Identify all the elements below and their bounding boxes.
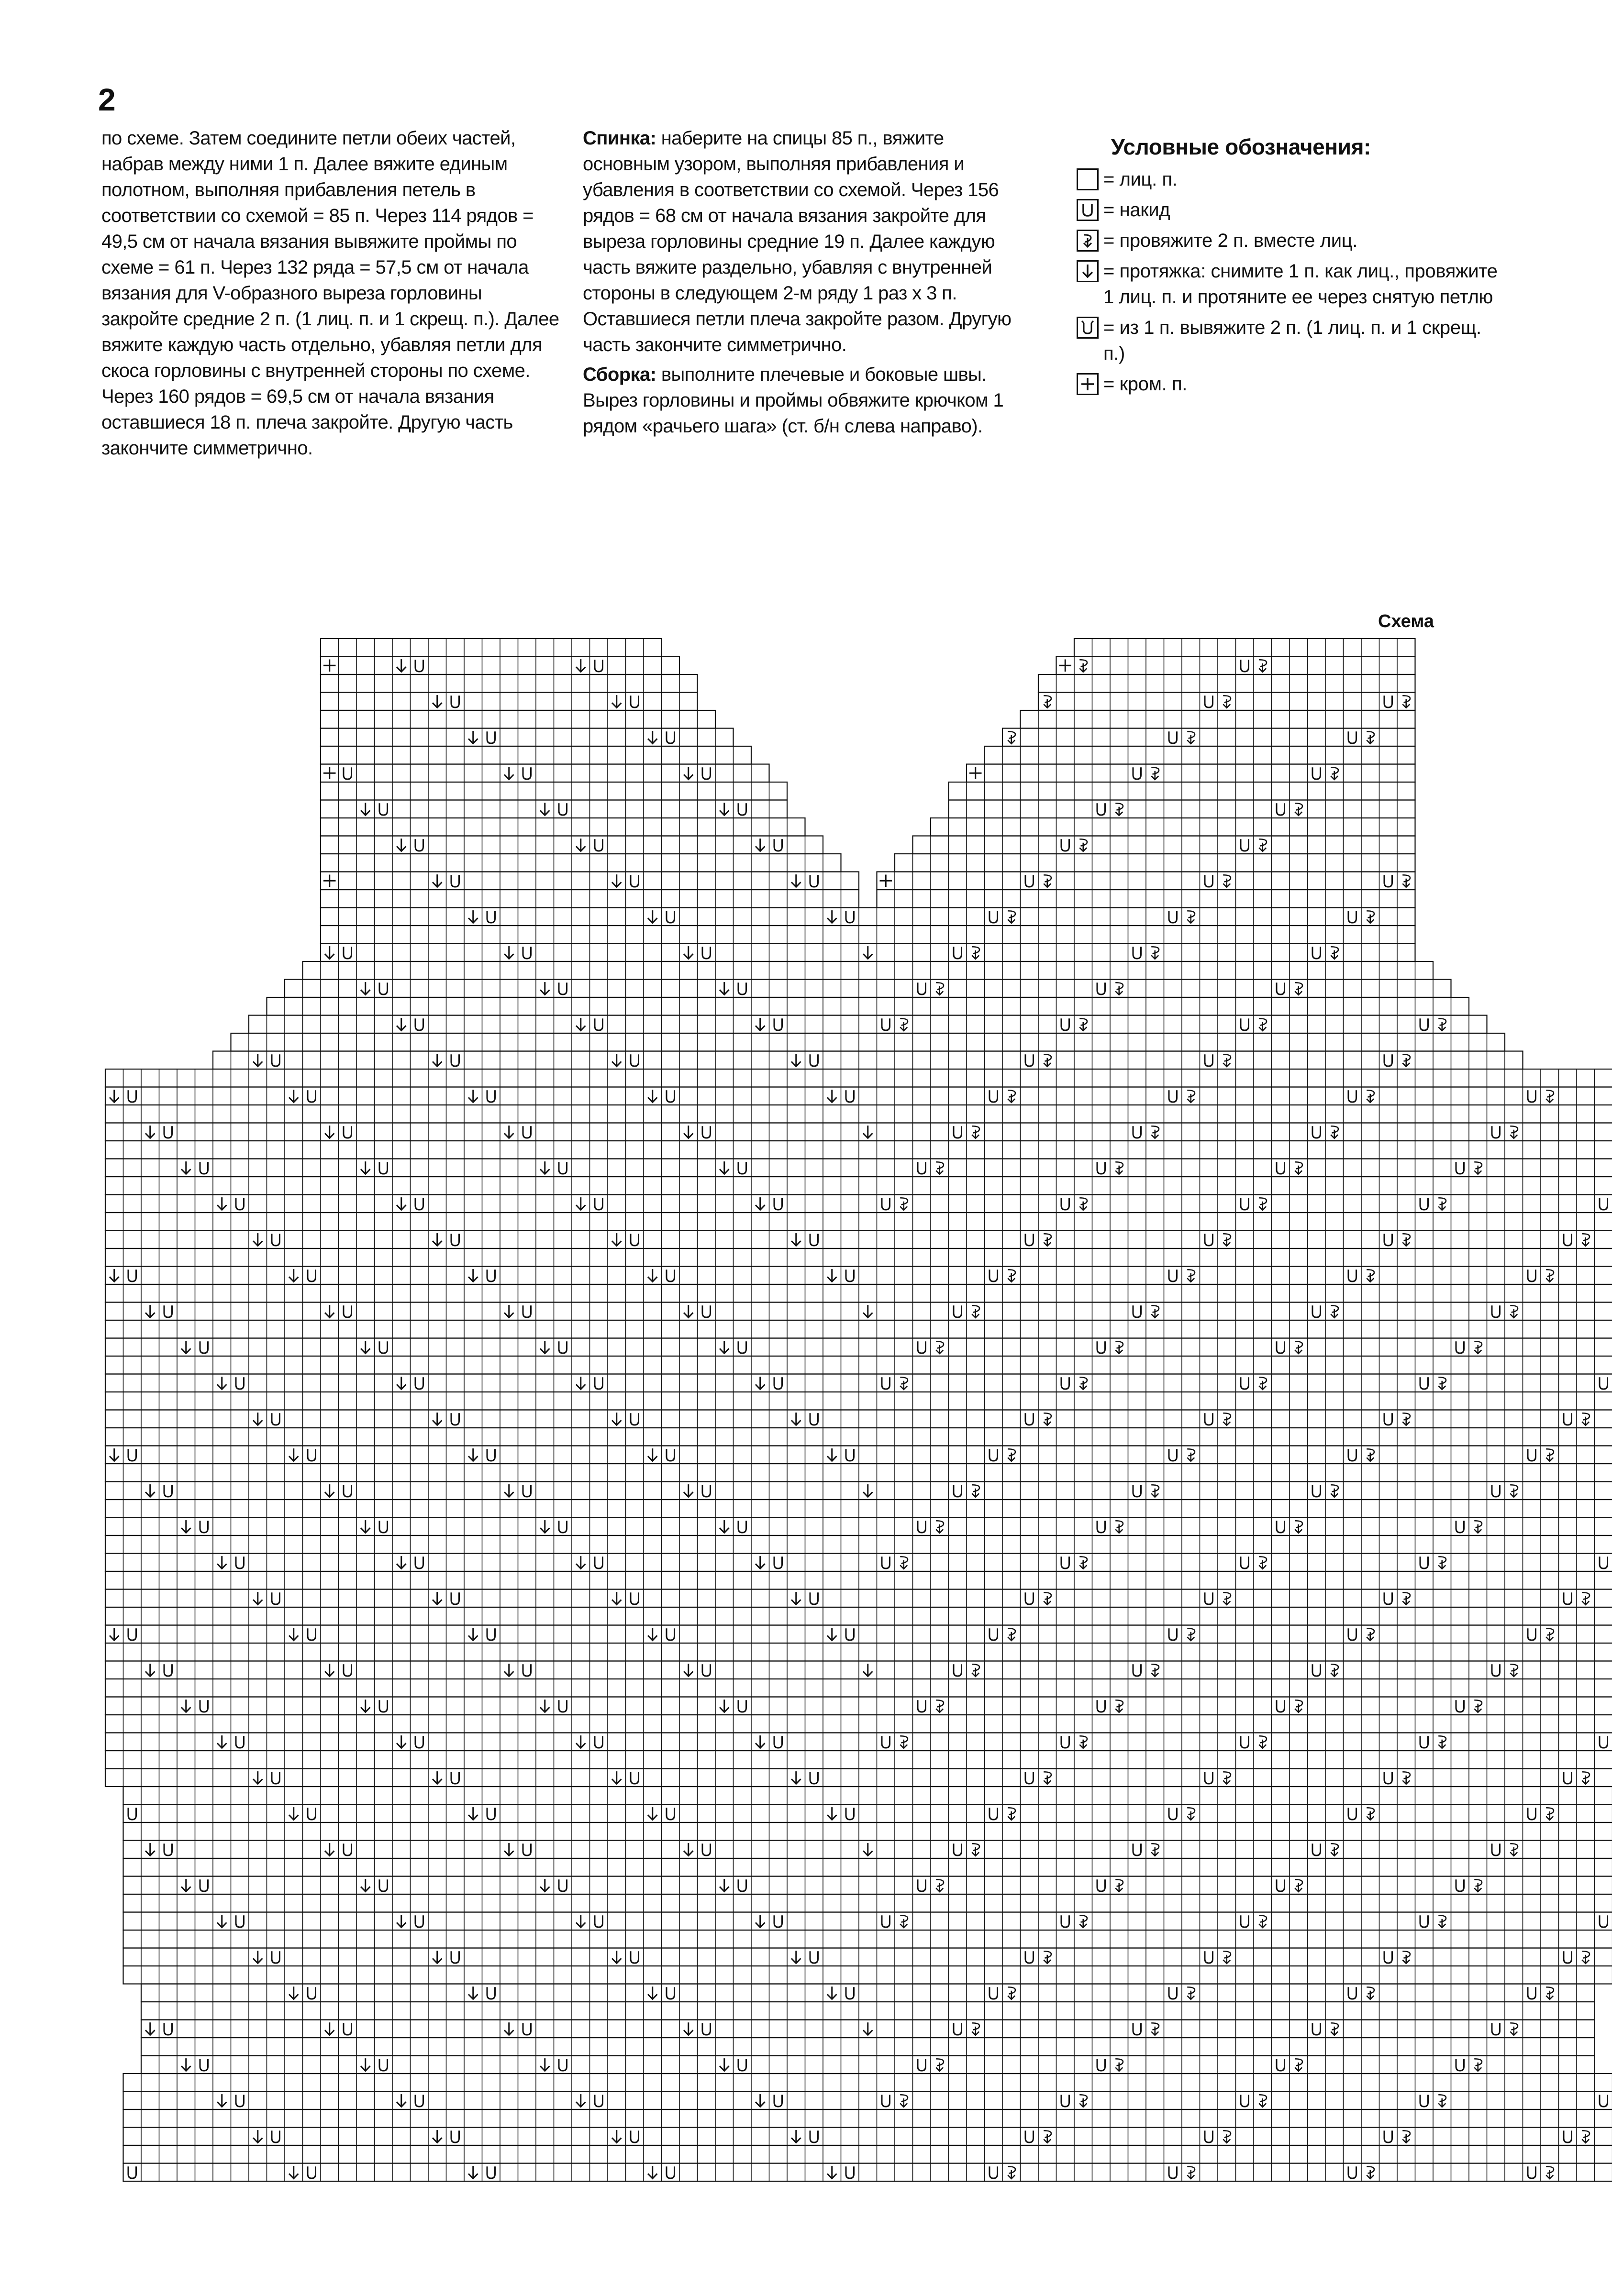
chart-row <box>123 1948 1612 1966</box>
chart-row <box>105 1213 1612 1231</box>
chart-row <box>123 2145 1612 2164</box>
chart-row <box>123 2164 1612 2182</box>
chart-row <box>141 1984 1595 2002</box>
chart-row <box>105 1446 1612 1464</box>
chart-row <box>105 1303 1612 1321</box>
legend-text: = протяжка: снимите 1 п. как лиц., провяжите 1 лиц. п. и протяните ее через снятую петлю <box>1103 261 1498 308</box>
chart-row <box>105 1195 1612 1213</box>
chart-row <box>105 1248 1612 1267</box>
pull-through-icon <box>1077 260 1099 282</box>
chart-row <box>105 1482 1612 1500</box>
chart-row <box>105 1374 1612 1392</box>
legend-text: = из 1 п. вывяжите 2 п. (1 лиц. п. и 1 скрещ. п.) <box>1103 317 1481 364</box>
chart-row <box>105 1625 1612 1644</box>
chart-row <box>123 1787 1612 1805</box>
knit-two-together-icon <box>1077 230 1099 252</box>
chart-row <box>105 1733 1612 1751</box>
chart-row <box>123 1841 1612 1859</box>
yarn-over-icon <box>1077 199 1099 221</box>
chart-row <box>105 1159 1612 1177</box>
chart-row <box>123 2092 1612 2110</box>
chart-row <box>105 1141 1612 1159</box>
chart-row <box>105 1643 1612 1661</box>
chart-row <box>123 1858 1612 1877</box>
chart-row <box>141 2002 1595 2020</box>
legend-item-pull-through <box>1077 258 1507 310</box>
chart-row <box>123 1966 1612 1984</box>
chart-row <box>141 2020 1595 2038</box>
legend-title: Условные обозначения: <box>1111 134 1371 159</box>
assembly-text: выполните плечевые и боковые швы. Вырез горловины и проймы обвяжите крючком 1 рядом «рачьего шага» (ст. б/н слева направо). <box>583 364 1004 437</box>
symbol-legend <box>1077 134 1507 402</box>
chart-row <box>123 1877 1612 1895</box>
chart-row <box>105 1284 1612 1303</box>
back-text: наберите на спицы 85 п., вяжите основным узором, выполняя прибавления и убавления в соответствии со схемой. Через 156 рядов = 68 см от начала вязания закройте для выреза горловины средние 19 п. Далее каждую часть вяжите раздельно, убавляя с внутренней стороны в следующем 2-м ряду 1 раз x 3 п. Оставшиеся петли плеча закройте разом. Другую часть закончите симметрично. <box>583 128 1012 355</box>
chart-row <box>105 1267 1612 1285</box>
chart-row <box>123 1894 1612 1912</box>
instructions-column-1 <box>101 125 561 461</box>
legend-item-knit <box>1077 166 1507 192</box>
chart-row <box>105 1607 1612 1625</box>
chart-row <box>105 1464 1612 1482</box>
chart-row <box>105 1320 1612 1338</box>
legend-text: = лиц. п. <box>1103 169 1178 190</box>
back-paragraph <box>583 125 1035 358</box>
chart-row <box>105 1590 1612 1608</box>
chart-row <box>141 2038 1595 2056</box>
chart-row <box>105 1751 1612 1769</box>
chart-row <box>105 1177 1612 1195</box>
chart-row <box>105 1571 1612 1590</box>
chart-row <box>105 1679 1612 1697</box>
chart-row <box>123 2074 1612 2092</box>
chart-row <box>105 1356 1612 1374</box>
legend-item-edge <box>1077 371 1507 397</box>
chart-row <box>123 1912 1612 1931</box>
two-from-one-icon <box>1077 317 1099 339</box>
chart-row <box>123 2109 1612 2128</box>
chart-row <box>141 2056 1595 2074</box>
back-heading: Спинка: <box>583 128 656 149</box>
edge-stitch-icon <box>1077 373 1099 395</box>
assembly-heading: Сборка: <box>583 364 656 385</box>
chart-row <box>105 1105 1612 1123</box>
legend-item-k2tog <box>1077 228 1507 254</box>
chart-grid <box>105 639 1612 2181</box>
legend-text: = накид <box>1103 199 1170 221</box>
instructions-column-2 <box>583 125 1035 439</box>
chart-row <box>105 1500 1612 1518</box>
chart-row <box>123 1822 1612 1841</box>
legend-item-two-from-one <box>1077 315 1507 366</box>
empty-cell-icon <box>1077 168 1099 190</box>
chart-row <box>105 1392 1612 1410</box>
chart-row <box>105 1661 1612 1679</box>
chart-row <box>105 1697 1612 1715</box>
legend-item-yarn-over <box>1077 197 1507 223</box>
assembly-paragraph <box>583 362 1035 439</box>
legend-text: = кром. п. <box>1103 374 1187 395</box>
chart-row <box>105 1410 1612 1428</box>
chart-row <box>123 2128 1612 2146</box>
chart-row <box>105 1231 1612 1249</box>
chart-row <box>123 1805 1612 1823</box>
chart-row <box>105 1715 1612 1733</box>
chart-row <box>105 1518 1612 1536</box>
page-number: 2 <box>98 82 116 117</box>
chart-row <box>105 1554 1612 1572</box>
chart-row <box>105 1535 1612 1554</box>
front-continuation-text: по схеме. Затем соедините петли обеих частей, набрав между ними 1 п. Далее вяжите единым полотном, выполняя прибавления петель в соответствии со схемой = 85 п. Через 114 рядов = 49,5 см от начала вязания вывяжите проймы по схеме = 61 п. Через 132 ряда = 57,5 см от начала вязания для V-образного выреза горловины закройте средние 2 п. (1 лиц. п. и 1 скрещ. п.). Далее вяжите каждую часть отдельно, убавляя петли для скоса горловины с внутренней стороны по схеме. Через 160 рядов = 69,5 см от начала вязания оставшиеся 18 п. плеча закройте. Другую часть закончите симметрично. <box>101 128 559 459</box>
legend-text: = провяжите 2 п. вместе лиц. <box>1103 230 1357 251</box>
chart-title: Схема <box>1378 611 1434 631</box>
chart-row <box>105 1769 1612 1787</box>
chart-row <box>123 1930 1612 1948</box>
chart-row <box>105 1123 1612 1141</box>
chart-row <box>105 1338 1612 1357</box>
chart-row <box>105 1428 1612 1446</box>
